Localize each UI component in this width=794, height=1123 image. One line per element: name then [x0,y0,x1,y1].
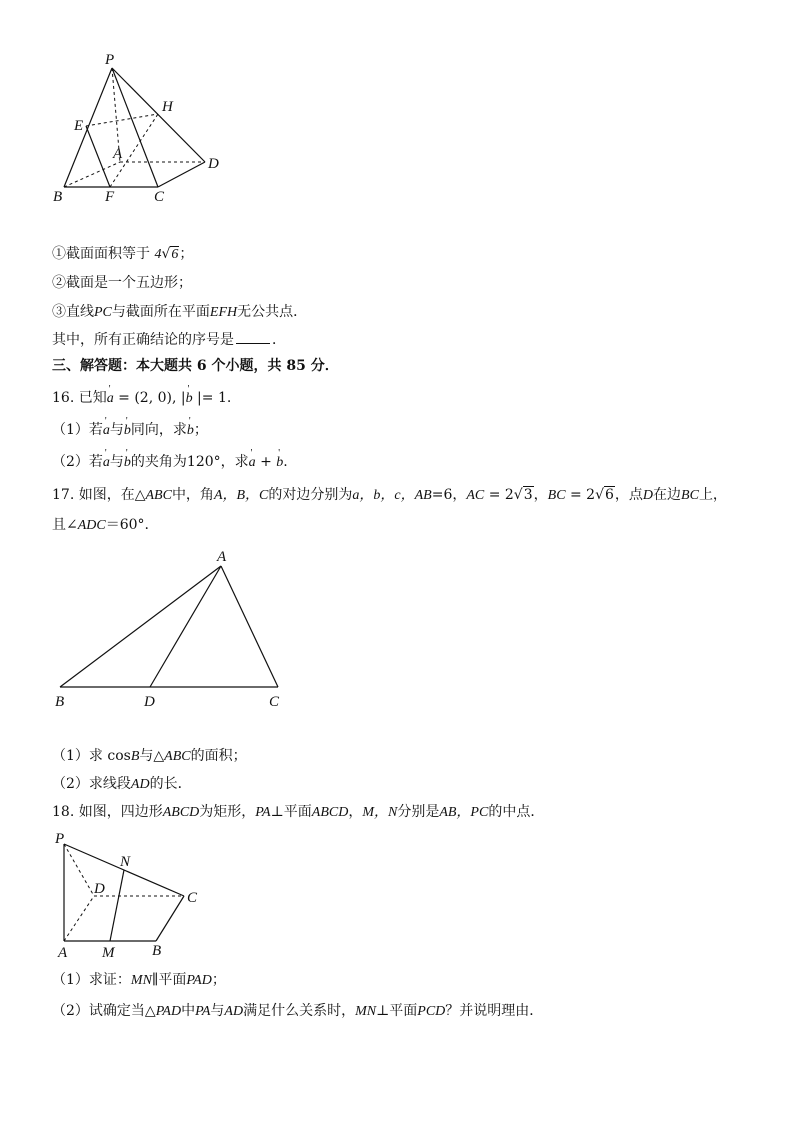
label-B: B [55,694,65,710]
label-H: H [162,99,173,115]
q18-stem: 18. 如图，四边形ABCD为矩形，PA⊥平面ABCD，M，N分别是AB，PC的中点． [52,804,545,820]
q16-part2: （2）若' a与' b的夹角为120°，求' a + ' b. [52,452,288,473]
label-E: E [74,118,84,134]
label-F: F [105,189,115,205]
label-M: M [102,945,115,961]
label-B: B [53,189,63,205]
pyramid-pabcd-figure [50,828,210,963]
label-C: C [154,189,165,205]
label-C: C [269,694,280,710]
q17-stem-line1: 17. 如图，在△ABC中，角A，B，C的对边分别为a，b，c，AB=6，AC = 2√3，BC = 2√6，点D在边BC上， [52,487,727,503]
label-P: P [105,52,115,68]
q18-part1: （1）求证：MN∥平面PAD； [52,972,226,988]
label-A: A [113,146,123,162]
q15-item3: ③直线PC与截面所在平面EFH无公共点． [52,304,308,320]
q18-part2: （2）试确定当△PAD中PA与AD满足什么关系时，MN⊥平面PCD？并说明理由． [52,1003,544,1019]
q15-conclusion: 其中，所有正确结论的序号是 ． [52,329,286,350]
q15-item1: ①截面面积等于 4√6； [52,246,194,262]
label-N: N [120,854,131,870]
label-P: P [55,831,65,847]
label-C: C [187,890,198,906]
triangle-figure [50,546,290,716]
label-B: B [152,943,162,959]
q17-stem-line2: 且∠ADC＝60°. [52,517,149,533]
label-D: D [94,881,105,897]
label-D: D [208,156,219,172]
q16-stem: 16. 已知' a = (2, 0), |' b |= 1. [52,388,231,409]
label-D: D [144,694,155,710]
pyramid-figure [48,50,238,210]
q17-part2: （2）求线段AD的长． [52,776,192,792]
answer-blank[interactable] [236,329,270,344]
label-A: A [217,549,227,565]
q16-part1: （1）若' a与' b同向，求' b； [52,420,208,441]
q15-item2: ②截面是一个五边形； [52,275,192,291]
q17-part1: （1）求 cosB与△ABC的面积； [52,748,247,764]
label-A: A [58,945,68,961]
section-header: 三、解答题：本大题共 6 个小题，共 85 分． [52,358,339,374]
